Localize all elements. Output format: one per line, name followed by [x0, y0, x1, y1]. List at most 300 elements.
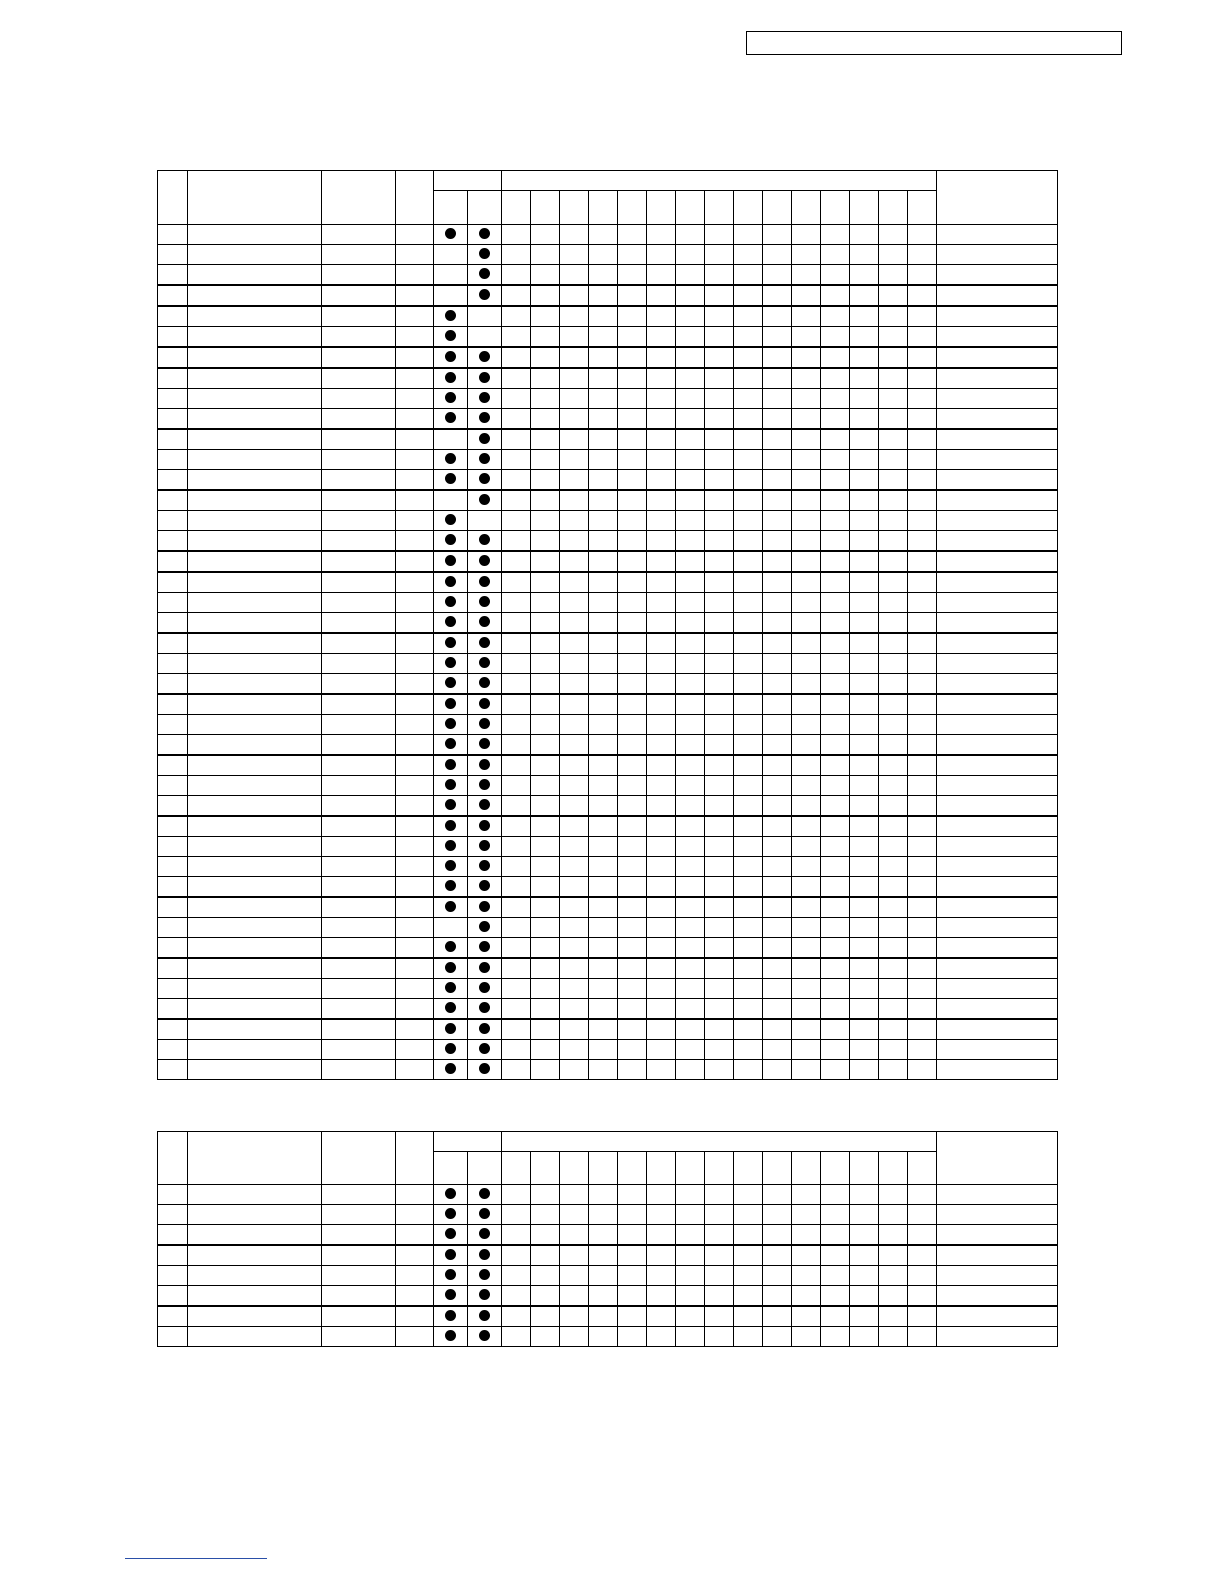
table1-cell	[763, 225, 792, 245]
table1-cell	[676, 877, 705, 898]
table1-cell	[850, 796, 879, 817]
table1-cell	[647, 409, 676, 430]
table1-cell	[937, 776, 1058, 796]
table2-cell	[676, 1225, 705, 1246]
table-row	[158, 1205, 1058, 1225]
table1-cell	[879, 816, 908, 837]
table1-cell	[647, 572, 676, 593]
table1-cell	[589, 409, 618, 430]
filled-dot-icon	[479, 799, 490, 810]
table2-cell	[322, 1266, 396, 1286]
table-row	[158, 715, 1058, 735]
filled-dot-icon	[445, 1249, 456, 1260]
filled-dot-icon	[445, 820, 456, 831]
table1-cell	[676, 633, 705, 654]
model-a-cell	[434, 613, 468, 634]
filled-dot-icon	[479, 1269, 490, 1280]
table2-cell	[763, 1266, 792, 1286]
table1-cell	[792, 1060, 821, 1080]
table1-cell	[589, 694, 618, 715]
table1-cell	[937, 796, 1058, 817]
table1-cell	[937, 857, 1058, 877]
table1-cell	[908, 429, 937, 450]
header-model-col	[821, 1152, 850, 1185]
table1-cell	[618, 450, 647, 470]
table2-cell	[647, 1205, 676, 1225]
header-model-col	[589, 191, 618, 225]
table2-cell	[792, 1205, 821, 1225]
table1-cell	[792, 897, 821, 918]
model-b-cell	[468, 1225, 502, 1246]
table1-cell	[908, 633, 937, 654]
table1-cell	[850, 245, 879, 265]
table1-cell	[560, 877, 589, 898]
table1-cell	[188, 1040, 322, 1060]
filled-dot-icon	[479, 453, 490, 464]
model-b-cell	[468, 225, 502, 245]
table1-cell	[676, 735, 705, 756]
table2-cell	[618, 1205, 647, 1225]
table1-cell	[792, 694, 821, 715]
table-row	[158, 593, 1058, 613]
table1-cell	[879, 531, 908, 552]
table1-cell	[821, 837, 850, 857]
filled-dot-icon	[479, 596, 490, 607]
table1-cell	[647, 389, 676, 409]
table1-cell	[676, 265, 705, 286]
table1-cell	[705, 877, 734, 898]
table1-cell	[792, 327, 821, 348]
table1-cell	[647, 470, 676, 491]
table1-cell	[763, 958, 792, 979]
table1-cell	[531, 897, 560, 918]
table1-cell	[821, 999, 850, 1020]
header-model-col	[531, 191, 560, 225]
table1-cell	[647, 531, 676, 552]
table1-cell	[850, 429, 879, 450]
table1-cell	[589, 551, 618, 572]
table1-cell	[676, 490, 705, 511]
table1-cell	[792, 245, 821, 265]
filled-dot-icon	[479, 616, 490, 627]
table1-cell	[879, 245, 908, 265]
table1-cell	[322, 593, 396, 613]
table1-cell	[589, 755, 618, 776]
filled-dot-icon	[479, 372, 490, 383]
table1-cell	[908, 897, 937, 918]
table1-cell	[560, 306, 589, 327]
model-b-cell	[468, 755, 502, 776]
table1-cell	[937, 429, 1058, 450]
table1-cell	[734, 735, 763, 756]
table1-cell	[879, 735, 908, 756]
model-b-cell	[468, 837, 502, 857]
table1-cell	[850, 979, 879, 999]
table1-cell	[502, 755, 531, 776]
table2-cell	[792, 1286, 821, 1307]
table1-cell	[937, 918, 1058, 938]
header-model-col	[502, 191, 531, 225]
table1-cell	[879, 938, 908, 959]
table1-cell	[937, 327, 1058, 348]
model-b-cell	[468, 1327, 502, 1347]
filled-dot-icon	[445, 637, 456, 648]
table1-cell	[158, 1060, 188, 1080]
table1-cell	[396, 347, 434, 368]
table2-cell	[734, 1286, 763, 1307]
table1-cell	[618, 654, 647, 674]
table1-cell	[792, 470, 821, 491]
model-b-cell	[468, 1185, 502, 1205]
table1-cell	[188, 999, 322, 1020]
filled-dot-icon	[479, 1188, 490, 1199]
filled-dot-icon	[479, 289, 490, 300]
filled-dot-icon	[445, 962, 456, 973]
table1-cell	[647, 796, 676, 817]
table1-cell	[560, 796, 589, 817]
table1-cell	[821, 593, 850, 613]
table1-cell	[647, 837, 676, 857]
table1-cell	[879, 958, 908, 979]
table1-cell	[821, 265, 850, 286]
header-part-number	[322, 1132, 396, 1185]
table1-cell	[396, 735, 434, 756]
model-b-cell	[468, 245, 502, 265]
header-model-col	[879, 191, 908, 225]
table1-cell	[705, 511, 734, 531]
table1-cell	[705, 897, 734, 918]
model-a-cell	[434, 897, 468, 918]
table1-cell	[908, 409, 937, 430]
table1-cell	[618, 470, 647, 491]
header-no	[158, 1132, 188, 1185]
model-a-cell	[434, 633, 468, 654]
table1-cell	[188, 511, 322, 531]
table1-cell	[618, 225, 647, 245]
table-row	[158, 1286, 1058, 1307]
table2-cell	[396, 1266, 434, 1286]
table-row	[158, 551, 1058, 572]
table1-cell	[734, 368, 763, 389]
model-b-cell	[468, 694, 502, 715]
table1-cell	[618, 674, 647, 695]
table1-cell	[322, 551, 396, 572]
table1-cell	[908, 225, 937, 245]
filled-dot-icon	[445, 596, 456, 607]
table1-cell	[396, 979, 434, 999]
table1-cell	[821, 715, 850, 735]
table1-cell	[158, 409, 188, 430]
table1-cell	[763, 429, 792, 450]
model-a-cell	[434, 265, 468, 286]
table1-cell	[821, 245, 850, 265]
table1-cell	[589, 511, 618, 531]
table1-cell	[560, 1040, 589, 1060]
model-a-cell	[434, 225, 468, 245]
table1-cell	[937, 633, 1058, 654]
table1-cell	[792, 551, 821, 572]
model-a-cell	[434, 1040, 468, 1060]
table1-cell	[618, 389, 647, 409]
table1-cell	[396, 225, 434, 245]
table1-cell	[850, 735, 879, 756]
table1-cell	[158, 979, 188, 999]
header-model-col	[908, 191, 937, 225]
table1-cell	[531, 429, 560, 450]
table1-cell	[879, 674, 908, 695]
table1-cell	[908, 531, 937, 552]
table1-cell	[560, 938, 589, 959]
table1-cell	[188, 531, 322, 552]
table1-cell	[589, 918, 618, 938]
table1-cell	[908, 735, 937, 756]
table1-cell	[158, 694, 188, 715]
table1-cell	[850, 225, 879, 245]
table1-cell	[618, 1060, 647, 1080]
table1-cell	[734, 470, 763, 491]
table1-cell	[734, 694, 763, 715]
table1-cell	[734, 347, 763, 368]
table2-cell	[531, 1266, 560, 1286]
table2-cell	[531, 1306, 560, 1327]
table1-cell	[502, 389, 531, 409]
table1-cell	[850, 285, 879, 306]
table2-cell	[734, 1205, 763, 1225]
table1-cell	[937, 938, 1058, 959]
table1-cell	[676, 450, 705, 470]
table2-cell	[188, 1205, 322, 1225]
table2-cell	[188, 1306, 322, 1327]
table1-cell	[188, 776, 322, 796]
table1-cell	[502, 1060, 531, 1080]
model-a-cell	[434, 490, 468, 511]
table1-cell	[850, 389, 879, 409]
filled-dot-icon	[479, 1249, 490, 1260]
table1-cell	[502, 816, 531, 837]
table1-cell	[908, 593, 937, 613]
table2-cell	[879, 1225, 908, 1246]
table1-cell	[502, 450, 531, 470]
header-model-col	[531, 1152, 560, 1185]
table2-cell	[763, 1185, 792, 1205]
table1-cell	[763, 450, 792, 470]
table2-cell	[821, 1327, 850, 1347]
filled-dot-icon	[445, 392, 456, 403]
table1-cell	[705, 1019, 734, 1040]
header-model-col	[676, 191, 705, 225]
table1-cell	[322, 979, 396, 999]
table1-cell	[158, 1040, 188, 1060]
table2-cell	[879, 1266, 908, 1286]
table1-cell	[705, 674, 734, 695]
table1-cell	[158, 245, 188, 265]
table1-cell	[821, 816, 850, 837]
table1-cell	[618, 265, 647, 286]
table1-cell	[618, 511, 647, 531]
table1-cell	[937, 470, 1058, 491]
table1-cell	[676, 1040, 705, 1060]
table1-cell	[589, 306, 618, 327]
table1-cell	[560, 265, 589, 286]
table2-cell	[560, 1266, 589, 1286]
table1-cell	[502, 327, 531, 348]
table1-cell	[158, 429, 188, 450]
filled-dot-icon	[445, 1063, 456, 1074]
table2-cell	[676, 1306, 705, 1327]
table1-cell	[908, 572, 937, 593]
model-b-cell	[468, 306, 502, 327]
table1-cell	[396, 450, 434, 470]
table2-cell	[618, 1225, 647, 1246]
table2-cell	[676, 1327, 705, 1347]
table1-cell	[676, 368, 705, 389]
table1-cell	[158, 450, 188, 470]
table2-cell	[937, 1306, 1058, 1327]
table-row	[158, 1266, 1058, 1286]
table1-cell	[560, 531, 589, 552]
table1-cell	[676, 613, 705, 634]
filled-dot-icon	[445, 1330, 456, 1341]
table1-cell	[763, 633, 792, 654]
table1-cell	[322, 572, 396, 593]
table1-cell	[322, 306, 396, 327]
table1-cell	[396, 306, 434, 327]
table1-cell	[531, 490, 560, 511]
table1-cell	[502, 958, 531, 979]
table1-cell	[821, 857, 850, 877]
table1-cell	[560, 979, 589, 999]
model-a-cell	[434, 877, 468, 898]
table1-cell	[589, 877, 618, 898]
table1-cell	[531, 389, 560, 409]
model-a-cell	[434, 572, 468, 593]
table2-cell	[705, 1185, 734, 1205]
table1-cell	[158, 511, 188, 531]
header-no	[158, 171, 188, 225]
table1-cell	[705, 958, 734, 979]
table1-cell	[908, 450, 937, 470]
table2-cell	[158, 1306, 188, 1327]
table1-cell	[531, 816, 560, 837]
header-model-group-b	[502, 1132, 937, 1152]
table1-cell	[396, 999, 434, 1020]
table1-cell	[937, 837, 1058, 857]
table-row	[158, 816, 1058, 837]
table2-cell	[734, 1327, 763, 1347]
table1-cell	[188, 1019, 322, 1040]
table1-cell	[676, 776, 705, 796]
table1-cell	[396, 776, 434, 796]
table1-cell	[879, 225, 908, 245]
table2-cell	[589, 1225, 618, 1246]
table1-cell	[618, 796, 647, 817]
table2-cell	[676, 1266, 705, 1286]
table2-cell	[937, 1225, 1058, 1246]
table1-cell	[618, 551, 647, 572]
table1-cell	[850, 490, 879, 511]
filled-dot-icon	[445, 1188, 456, 1199]
table2-cell	[879, 1245, 908, 1266]
model-b-cell	[468, 429, 502, 450]
table1-cell	[589, 735, 618, 756]
table1-cell	[502, 999, 531, 1020]
filled-dot-icon	[479, 677, 490, 688]
header-remarks	[937, 171, 1058, 225]
table2-cell	[647, 1306, 676, 1327]
table-row	[158, 368, 1058, 389]
table-row	[158, 918, 1058, 938]
table1-cell	[763, 654, 792, 674]
table1-cell	[531, 531, 560, 552]
header-model-col	[850, 191, 879, 225]
table1-cell	[734, 715, 763, 735]
model-a-cell	[434, 837, 468, 857]
table2-cell	[792, 1225, 821, 1246]
table1-cell	[322, 877, 396, 898]
table1-cell	[879, 613, 908, 634]
table1-cell	[158, 958, 188, 979]
table2-cell	[158, 1225, 188, 1246]
table1-cell	[618, 877, 647, 898]
table1-cell	[531, 857, 560, 877]
table1-cell	[647, 918, 676, 938]
table1-cell	[396, 694, 434, 715]
table1-cell	[560, 776, 589, 796]
filled-dot-icon	[479, 1002, 490, 1013]
table1-cell	[647, 511, 676, 531]
table1-cell	[188, 285, 322, 306]
table-row	[158, 1306, 1058, 1327]
table1-cell	[937, 958, 1058, 979]
table1-cell	[734, 225, 763, 245]
table1-cell	[647, 225, 676, 245]
model-a-cell	[434, 306, 468, 327]
table-row	[158, 755, 1058, 776]
table1-cell	[158, 938, 188, 959]
table1-cell	[734, 776, 763, 796]
table1-cell	[589, 429, 618, 450]
table1-cell	[589, 225, 618, 245]
table1-cell	[821, 938, 850, 959]
table2-cell	[158, 1185, 188, 1205]
filled-dot-icon	[445, 941, 456, 952]
header-model-col	[705, 191, 734, 225]
table1-cell	[937, 1040, 1058, 1060]
table1-cell	[937, 1019, 1058, 1040]
table1-cell	[396, 511, 434, 531]
model-a-cell	[434, 1060, 468, 1080]
model-b-cell	[468, 470, 502, 491]
table1-cell	[589, 613, 618, 634]
filled-dot-icon	[445, 982, 456, 993]
table2-cell	[618, 1245, 647, 1266]
model-b-cell	[468, 593, 502, 613]
table1-cell	[502, 796, 531, 817]
table1-cell	[879, 409, 908, 430]
table1-cell	[531, 1019, 560, 1040]
model-b-cell	[468, 1040, 502, 1060]
filled-dot-icon	[445, 880, 456, 891]
table1-cell	[676, 999, 705, 1020]
model-a-cell	[434, 593, 468, 613]
table1-cell	[647, 490, 676, 511]
footer-link-underline	[125, 1558, 267, 1559]
table2-cell	[531, 1205, 560, 1225]
model-b-cell	[468, 857, 502, 877]
filled-dot-icon	[479, 718, 490, 729]
table1-cell	[908, 511, 937, 531]
table1-cell	[908, 347, 937, 368]
